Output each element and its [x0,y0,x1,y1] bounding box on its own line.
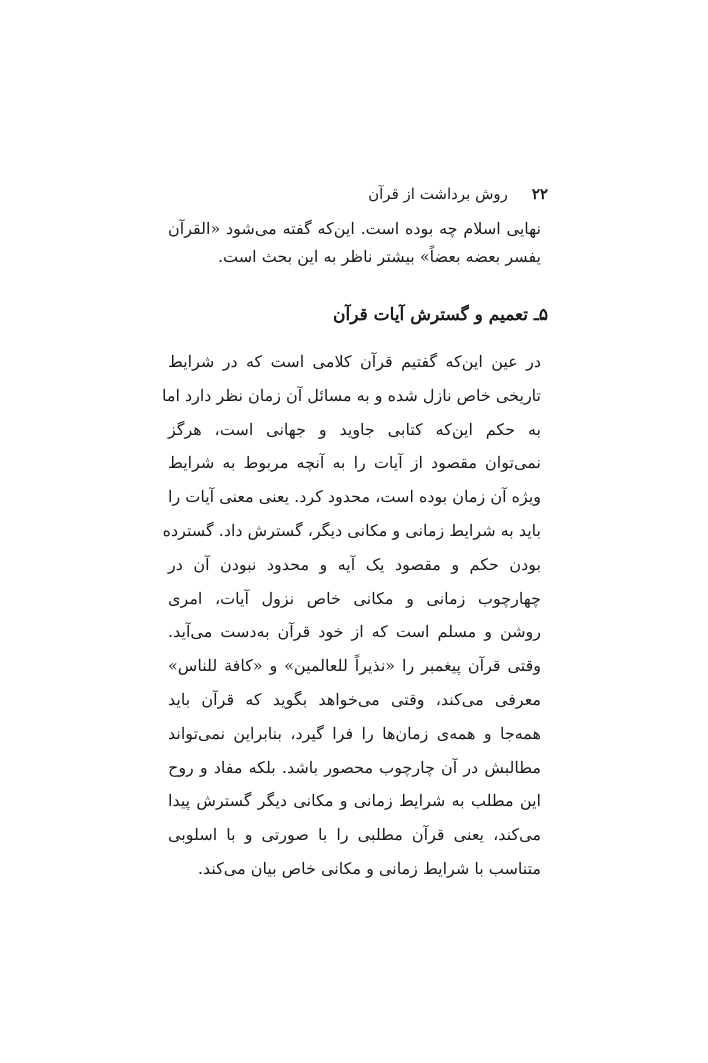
text-line: معرفی می‌کند، وقتی می‌خواهد بگوید که قرآن باید [168,689,541,709]
text-line: بودن حکم و مقصود یک آیه و محدود نبودن آن در [168,554,541,574]
page-header [368,185,548,203]
text-line: این مطلب به شرایط زمانی و مکانی دیگر گسترش پیدا [168,791,541,811]
text-line: در عین این‌که گفتیم قرآن کلامی است که در شرایط [168,352,541,371]
text-line: روشن و مسلم است که از خود قرآن به‌دست می‌آید. [168,622,541,642]
text-line: متناسب با شرایط زمانی و مکانی خاص بیان می‌کند. [197,858,541,878]
text-line: نمی‌توان مقصود از آیات را به آنچه مربوط به شرایط [168,453,541,473]
text-line: به حکم این‌که کتابی جاوید و جهانی است، هرگز [168,419,541,439]
text-line: وقتی قرآن پیغمبر را «نذیراً للعالمین» و «کافة للناس» [168,656,541,676]
section-heading: ۵ـ تعمیم و گسترش آیات قرآن [333,305,548,325]
running-title: روش برداشت از قرآن [368,185,508,203]
text-line: ویژه آن زمان بوده است، محدود کرد. یعنی معنی آیات را [168,487,541,507]
text-line: تاریخی خاص نازل شده و به مسائل آن زمان نظر دارد اما [162,385,541,405]
intro-paragraph [168,215,541,271]
text-line: نهایی اسلام چه بوده است. این‌که گفته می‌شود «القرآن [168,219,541,238]
section-paragraph [162,345,541,886]
text-line: می‌کند، یعنی قرآن مطلبی را با صورتی و با اسلوبی [168,825,541,845]
text-line: یفسر بعضه بعضاً» بیشتر ناظر به این بحث است. [217,247,541,266]
text-line: همه‌جا و همه‌ی زمان‌ها را فرا گیرد، بنابراین نمی‌تواند [168,723,541,743]
text-line: باید به شرایط زمانی و مکانی دیگر، گسترش داد. گسترده [162,520,541,540]
page-number: ۲۲ [531,185,548,203]
text-line: مطالبش در آن چارچوب محصور باشد. بلکه مفاد و روح [168,757,541,777]
text-line: چهارچوب زمانی و مکانی خاص نزول آیات، امری [168,588,541,608]
